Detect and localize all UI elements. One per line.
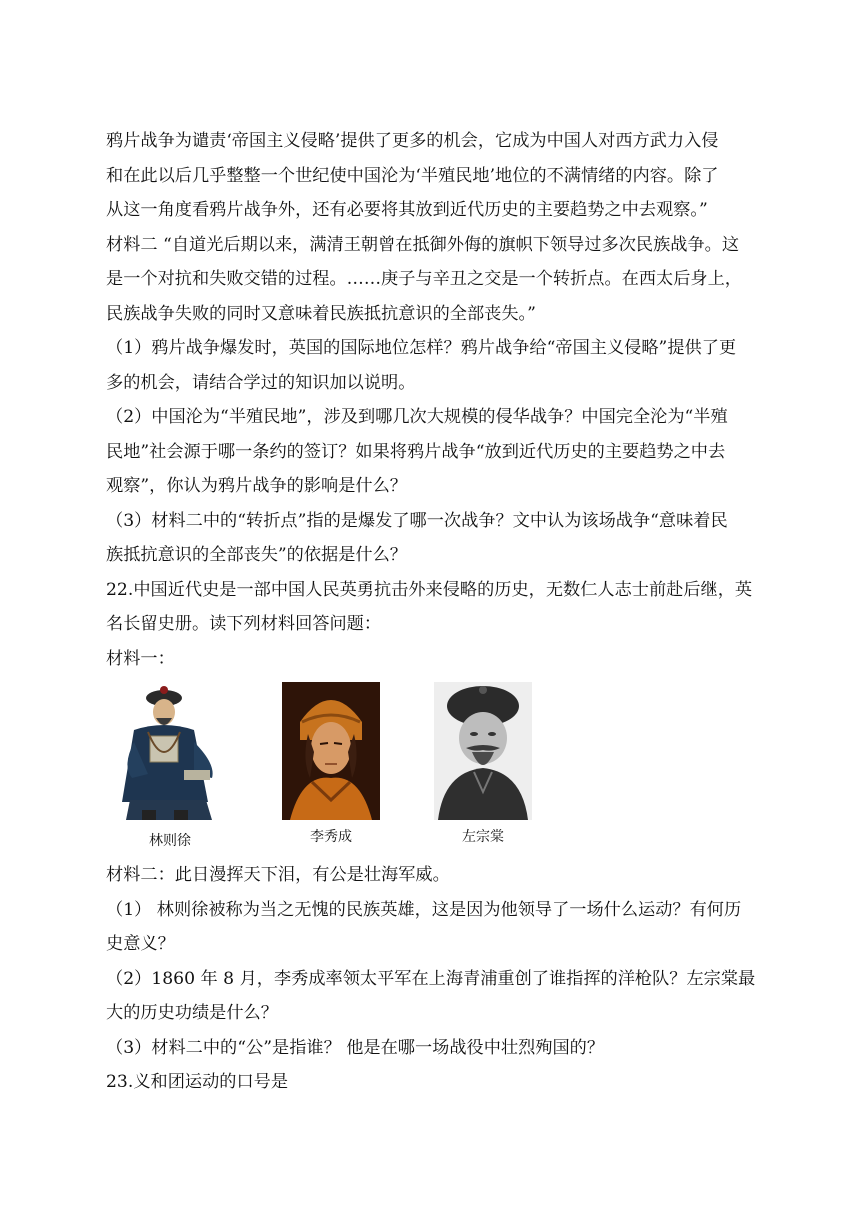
li-xiucheng-portrait xyxy=(282,682,380,820)
text-line: 史意义？ xyxy=(106,934,175,954)
material-two-intro: 材料二 “自道光后期以来，满清王朝曾在抵御外侮的旗帜下领导过多次民族战争。这 xyxy=(106,234,740,255)
figure-li-xiucheng xyxy=(282,682,380,846)
caption-zuo-zongtang: 左宗棠 xyxy=(462,829,504,845)
question-23: 23.义和团运动的口号是 xyxy=(106,1072,289,1092)
question-1: （1）鸦片战争爆发时，英国的国际地位怎样？鸦片战争给“帝国主义侵略”提供了更 xyxy=(106,338,737,358)
material-two-label: 材料二：此日漫挥天下泪，有公是壮海军威。 xyxy=(106,865,450,885)
text-line: 观察”，你认为鸦片战争的影响是什么？ xyxy=(106,476,407,496)
portrait-figures xyxy=(106,682,762,852)
text-line: 多的机会，请结合学过的知识加以说明。 xyxy=(106,372,416,393)
question-22-3: （3）材料二中的“公”是指谁？ 他是在哪一场战役中壮烈殉国的？ xyxy=(106,1037,605,1058)
question-22-2: （2）1860 年 8 月，李秀成率领太平军在上海青浦重创了谁指挥的洋枪队？左宗棠最 xyxy=(106,968,756,989)
text-line: 民族战争失败的同时又意味着民族抵抗意识的全部丧失。” xyxy=(106,303,536,324)
lin-zexu-portrait xyxy=(112,682,228,824)
question-3: （3）材料二中的“转折点”指的是爆发了哪一次战争？文中认为该场战争“意味着民 xyxy=(106,510,728,531)
text-line: 从这一角度看鸦片战争外，还有必要将其放到近代历史的主要趋势之中去观察。” xyxy=(106,200,708,220)
figure-zuo-zongtang xyxy=(434,682,532,846)
text-line: 和在此以后几乎整整一个世纪使中国沦为‘半殖民地’地位的不满情绪的内容。除了 xyxy=(106,165,719,186)
question-22: 22.中国近代史是一部中国人民英勇抗击外来侵略的历史，无数仁人志士前赴后继，英 xyxy=(106,579,753,600)
text-line: 是一个对抗和失败交错的过程。……庚子与辛丑之交是一个转折点。在西太后身上， xyxy=(106,269,742,289)
material-one-label: 材料一： xyxy=(106,648,175,669)
text-line: 鸦片战争为谴责‘帝国主义侵略’提供了更多的机会，它成为中国人对西方武力入侵 xyxy=(106,131,719,151)
text-line: 名长留史册。读下列材料回答问题： xyxy=(106,614,382,634)
text-line: 大的历史功绩是什么？ xyxy=(106,1003,278,1023)
question-2: （2）中国沦为“半殖民地”，涉及到哪几次大规模的侵华战争？中国完全沦为“半殖 xyxy=(106,407,728,427)
text-line: 族抵抗意识的全部丧失”的依据是什么？ xyxy=(106,545,407,565)
figure-lin-zexu xyxy=(112,682,228,850)
zuo-zongtang-portrait xyxy=(434,682,532,820)
caption-li-xiucheng: 李秀成 xyxy=(310,829,352,845)
document-body xyxy=(106,124,762,1100)
caption-lin-zexu: 林则徐 xyxy=(149,833,191,849)
text-line: 民地”社会源于哪一条约的签订？如果将鸦片战争“放到近代历史的主要趋势之中去 xyxy=(106,441,726,462)
question-22-1: （1） 林则徐被称为当之无愧的民族英雄，这是因为他领导了一场什么运动？有何历 xyxy=(106,899,742,920)
